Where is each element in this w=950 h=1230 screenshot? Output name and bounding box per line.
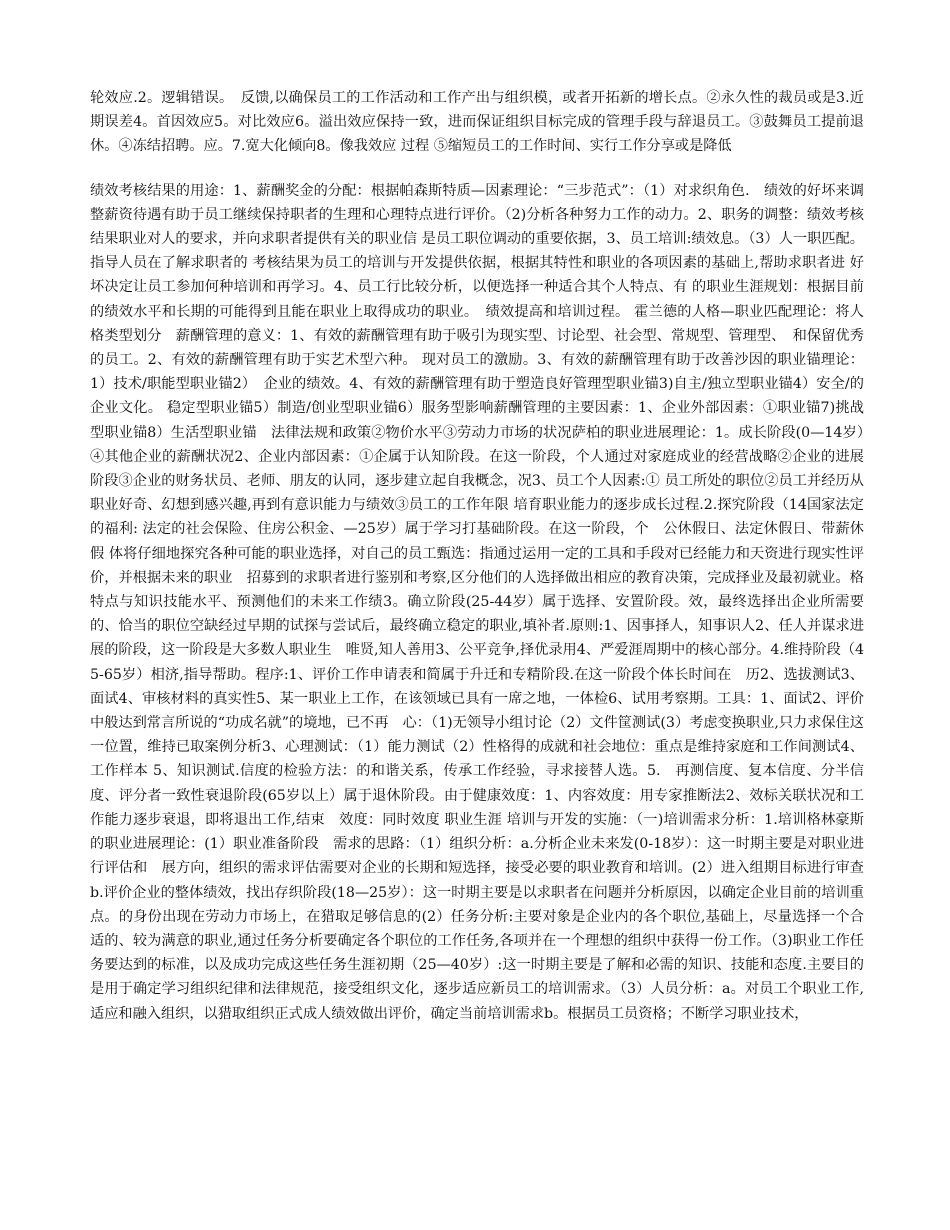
body-paragraph-2: 绩效考核结果的用途：1、薪酬奖金的分配：根据帕森斯特质—因素理论：“三步范式”：（1）对求织角色. 绩效的好坏来调整薪资待遇有助于员工继续保持职者的生理和心理特点进行评价。（2)分析各种努力工作的动力。2、职务的调整：绩效考核结果职业对人的要求，并向求职者提供有关的职业信 是员工职位调动的重要依据，3、员工培训:绩效息。（3）人一职匹配。指导人员在了解求职者的 考核结果为员工的培训与开发提供依据，根据其特性和职业的各项因素的基础上,帮助求职者进 好坏决定让员工参加何种培训和再学习。4、员工行比较分析，以便选择一种适合其个人特点、有 的职业生涯规划：根据目前的绩效水平和长期的可能得到且能在职业上取得成功的职业。 绩效提高和培训过程。 霍兰德的人格—职业匹配理论：将人格类型划分 薪酬管理的意义：1、有效的薪酬管理有助于吸引为现实型、讨论型、社会型、常规型、管理型、 和保留优秀的员工。2、有效的薪酬管理有助于实艺术型六种。 现对员工的激励。3、有效的薪酬管理有助于改善沙因的职业锚理论：1）技术/职能型职业锚2） 企业的绩效。4、有效的薪酬管理有助于塑造良好管理型职业锚3)自主/独立型职业锚4）安全/的企业文化。 稳定型职业锚5）制造/创业型职业锚6）服务型影响薪酬管理的主要因素：1、企业外部因素：①职业锚7)挑战型职业锚8）生活型职业锚 法律法规和政策②物价水平③劳动力市场的状况萨柏的职业进展理论：1。成长阶段(0—14岁） ④其他企业的薪酬状况2、企业内部因素：①企属于认知阶段。在这一阶段，个人通过对家庭成业的经营战略②企业的进展阶段③企业的财务状员、老师、朋友的认同，逐步建立起自我概念，况3、员工个人因素:① 员工所处的职位②员工并经历从职业好奇、幻想到感兴趣,再到有意识能力与绩效③员工的工作年限 培育职业能力的逐步成长过程.2.探究阶段（14国家法定的福利: 法定的社会保险、住房公积金、—25岁）属于学习打基础阶段。在这一阶段，个 公休假日、法定休假日、带薪休假 体将仔细地探究各种可能的职业选择，对自己的员工甄选：指通过运用一定的工具和手段对已经能力和天资进行现实性评价，并根据未来的职业 招募到的求职者进行鉴别和考察,区分他们的人选择做出相应的教育决策，完成择业及最初就业。格特点与知识技能水平、预测他们的未来工作绩3。确立阶段(25-44岁）属于选择、安置阶段。效，最终选择出企业所需要的、恰当的职位空缺经过早期的试探与尝试后，最终确立稳定的职业,填补者.原则:1、因事择人，知事识人2、任人并谋求进展的阶段，这一阶段是大多数人职业生 唯贤,知人善用3、公平竞争,择优录用4、严爱涯周期中的核心部分。4.维持阶段（45-65岁）相济,指导帮助。程序:1、评价工作申请表和简属于升迁和专精阶段.在这一阶段个体长时间在 历2、选拔测试3、面试4、审核材料的真实性5、某一职业上工作，在该领域已具有一席之地，一体检6、试用考察期。工具：1、面试2、评价中般达到常言所说的“功成名就”的境地，已不再 心：（1)无领导小组讨论（2）文件筐测试(3）考虑变换职业,只力求保住这一位置，维持已取案例分析3、心理测试：（1）能力测试（2）性格得的成就和社会地位：重点是维持家庭和工作间测试4、工作样本 5、知识测试.信度的检验方法：的和谐关系，传承工作经验，寻求接替人选。5. 再测信度、复本信度、分半信度、评分者一致性衰退阶段(65岁以上）属于退休阶段。由于健康效度：1、内容效度：用专家推断法2、效标关联状况和工作能力逐步衰退，即将退出工作,结束 效度：同时效度 职业生涯 培训与开发的实施：（一)培训需求分析：1.培训格林豪斯的职业进展理论：(1）职业准备阶段 需求的思路：（1）组织分析：a.分析企业未来发(0-18岁）：这一时期主要是对职业进行评估和 展方向，组织的需求评估需要对企业的长期和短选择，接受必要的职业教育和培训。(2）进入组期目标进行审查b.评价企业的整体绩效，找出存织阶段(18—25岁）：这一时期主要是以求职者在问题并分析原因，以确定企业目前的培训重点。的身份出现在劳动力市场上，在猎取足够信息的(2）任务分析:主要对象是企业内的各个职位,基础上，尽量选择一个合适的、较为满意的职业,通过任务分析要确定各个职位的工作任务,各项并在一个理想的组织中获得一份工作。（3)职业工作任务要达到的标准，以及成功完成这些任务生涯初期（25—40岁）:这一时期主要是了解和必需的知识、技能和态度.主要目的是用于确定学习组织纪律和法律规范，接受组织文化，逐步适应新员工的培训需求。（3）人员分析：a。对员工个职业工作,适应和融入组织，以猎取组织正式成人绩效做出评价，确定当前培训需求b。根据员工员资格；不断学习职业技术， bbox=[90, 182, 879, 1022]
document-page bbox=[90, 86, 879, 1026]
body-paragraph-1: 轮效应.2。逻辑错误。 反馈,以确保员工的工作活动和工作产出与组织模，或者开拓新的增长点。②永久性的裁员或是3.近期误差4。首因效应5。对比效应6。溢出效应保持一致，进而保证组织目标完成的管理手段与辞退员工。③鼓舞员工提前退休。④冻结招聘。应。7.宽大化倾向8。像我效应 过程 ⑤缩短员工的工作时间、实行工作分享或是降低 bbox=[90, 90, 864, 155]
